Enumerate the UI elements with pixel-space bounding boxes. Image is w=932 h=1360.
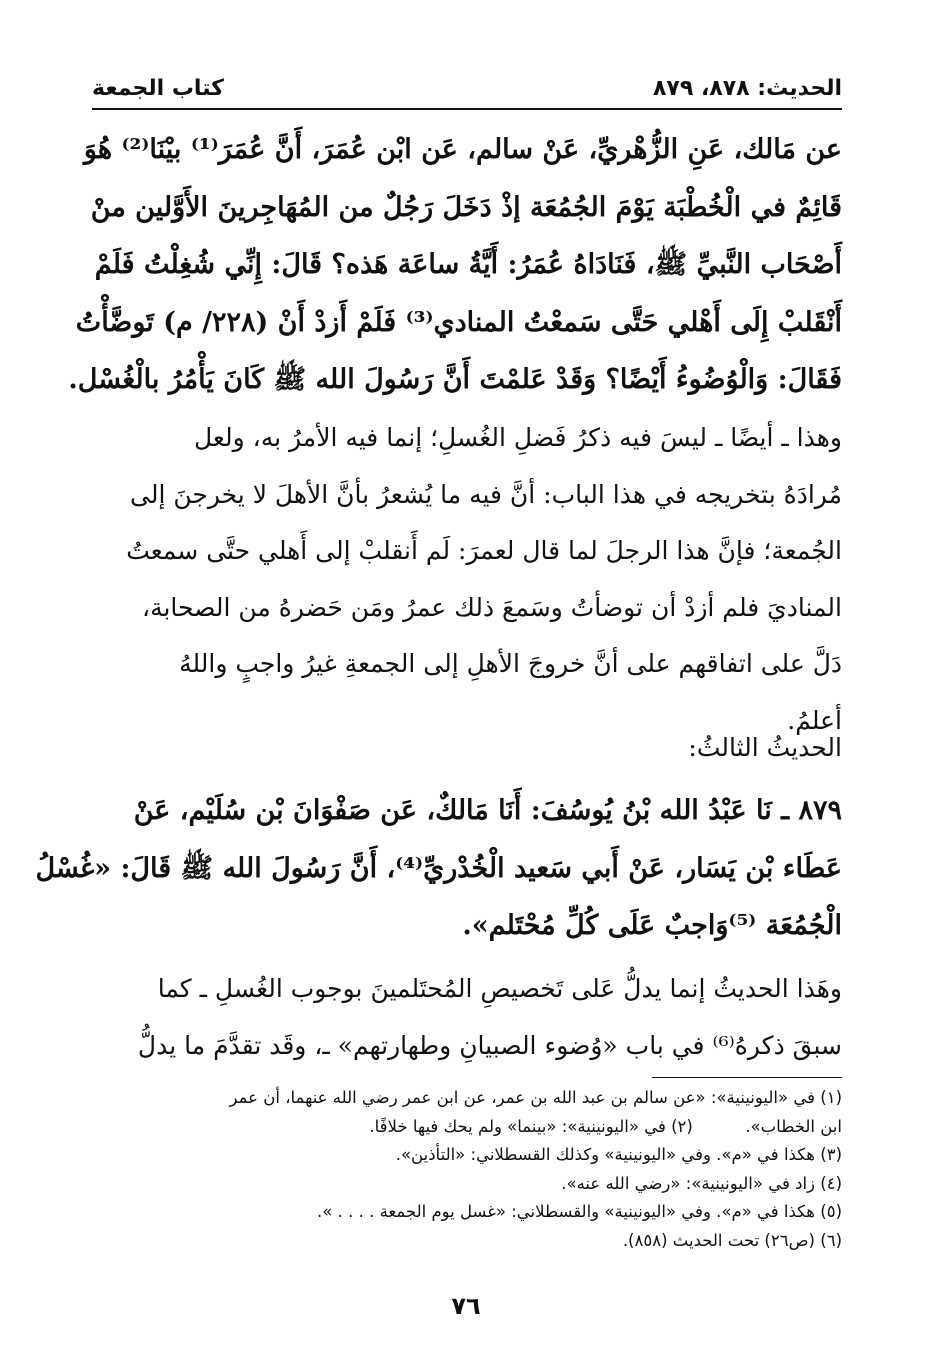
text-line: المناديَ فلم أزدْ أن توضأتُ وسَمعَ ذلك عمرُ ومَن حَضرهُ من الصحابة،: [142, 592, 842, 622]
footnote-divider: [652, 1077, 842, 1078]
commentary-paragraph-1: [92, 410, 842, 749]
footnote-line: (٦) (ص٢٦) تحت الحديث (٨٥٨).: [622, 1230, 842, 1250]
footnote-line: ابن الخطاب». (٢) في «اليونينية»: «بينما» ولم يحك فيها خلافًا.: [369, 1116, 842, 1136]
text-line: عَطَاء بْن يَسَار، عَنْ أَبي سَعيد الْخُدْريِّ⁽⁴⁾، أَنَّ رَسُولَ الله ﷺ قَالَ: «غُسْلُ: [35, 852, 842, 884]
text-line: الْجُمُعَة ⁽⁵⁾وَاجبٌ عَلَى كُلِّ مُحْتَلم».: [462, 910, 842, 941]
text-line: سبقَ ذكرهُ⁽⁶⁾ في باب «وُضوء الصبيانِ وطهارتهم» ـ، وقَد تقدَّمَ ما يدلُّ: [137, 1030, 842, 1060]
text-line: أعلمُ.: [787, 705, 842, 735]
running-header: [92, 76, 842, 110]
text-line: مُرادَهُ بتخريجه في هذا الباب: أنَّ فيه ما يُشعرُ بأنَّ الأهلَ لا يخرجنَ إلى: [130, 479, 842, 509]
footnote-line: (٣) هكذا في «م». وفي «اليونينية» وكذلك القسطلاني: «التأذين».: [395, 1145, 842, 1164]
footnote-line: (٤) زاد في «اليونينية»: «رضي الله عنه».: [561, 1173, 842, 1193]
footnote-line: (١) في «اليونينية»: «عن سالم بن عبد الله بن عمر، عن ابن عمر رضي الله عنهما، أن عمر: [229, 1088, 842, 1107]
section-heading-paragraph: [92, 720, 842, 777]
page-number: ٧٦: [451, 1292, 481, 1320]
hadith-range-header: الحديث: ٨٧٨، ٨٧٩: [653, 76, 842, 101]
hadith-878-text: [68, 121, 842, 409]
commentary-paragraph-2: [92, 961, 842, 1074]
book-title-header: كتاب الجمعة: [92, 76, 224, 101]
text-line: دَلَّ على اتفاقهم على أنَّ خروجَ الأهلِ إلى الجمعةِ غيرُ واجبٍ واللهُ: [179, 649, 842, 678]
text-line: وهذا ـ أيضًا ـ ليسَ فيه ذكرُ فَضلِ الغُسلِ؛ إنما فيه الأمرُ به، ولعل: [194, 423, 842, 452]
text-line: فَقَالَ: وَالْوُضُوءُ أَيْضًا؟ وَقَدْ عَلمْتَ أَنَّ رَسُولَ الله ﷺ كَانَ يَأْمُرُ بالْغُسْل.: [68, 364, 842, 395]
footnote-line: (٥) هكذا في «م». وفي «اليونينية» والقسطلاني: «غسل يوم الجمعة . . . . ».: [317, 1202, 842, 1221]
hadith-879-text: [35, 782, 842, 955]
text-line: عن مَالك، عَنِ الزُّهْريِّ، عَنْ سالم، عَن ابْن عُمَرَ، أَنَّ عُمَرَ⁽¹⁾ بيْنَا⁽²⁾ هُوَ: [83, 134, 842, 165]
text-line: قَائِمٌ في الْخُطْبَة يَوْمَ الجُمُعَة إذْ دَخَلَ رَجُلٌ من المُهَاجِرينَ الأَوَّلين منْ: [90, 191, 842, 223]
section-heading: الحديثُ الثالثُ:: [688, 733, 842, 762]
footnotes: [92, 1084, 842, 1255]
text-line: أَنْقَلبْ إِلَى أَهْلي حَتَّى سَمعْتُ المنادي⁽³⁾ فَلَمْ أَزدْ أَنْ (٢٢٨/ م) تَوضَّأْتُ: [75, 306, 842, 338]
header-divider: [92, 108, 842, 110]
text-line: وهَذا الحديثُ إنما يدلُّ عَلى تَخصيصِ المُحتَلمينَ بوجوب الغُسلِ ـ كما: [157, 974, 842, 1003]
text-line: الجُمعة؛ فإنَّ هذا الرجلَ لما قال لعمرَ: لَم أَنقلبْ إلى أَهلي حتَّى سمعتُ: [126, 536, 842, 565]
text-line: أَصْحَاب النَّبيِّ ﷺ، فَنَادَاهُ عُمَرُ: أَيَّةُ ساعَة هَذه؟ قَالَ: إِنِّي شُغِلْتُ فَلَمْ: [94, 249, 842, 280]
text-line: ٨٧٩ ـ نَا عَبْدُ الله بْنُ يُوسُفَ: أَنَا مَالكٌ، عَن صَفْوَانَ بْن سُلَيْم، عَنْ: [133, 795, 842, 826]
